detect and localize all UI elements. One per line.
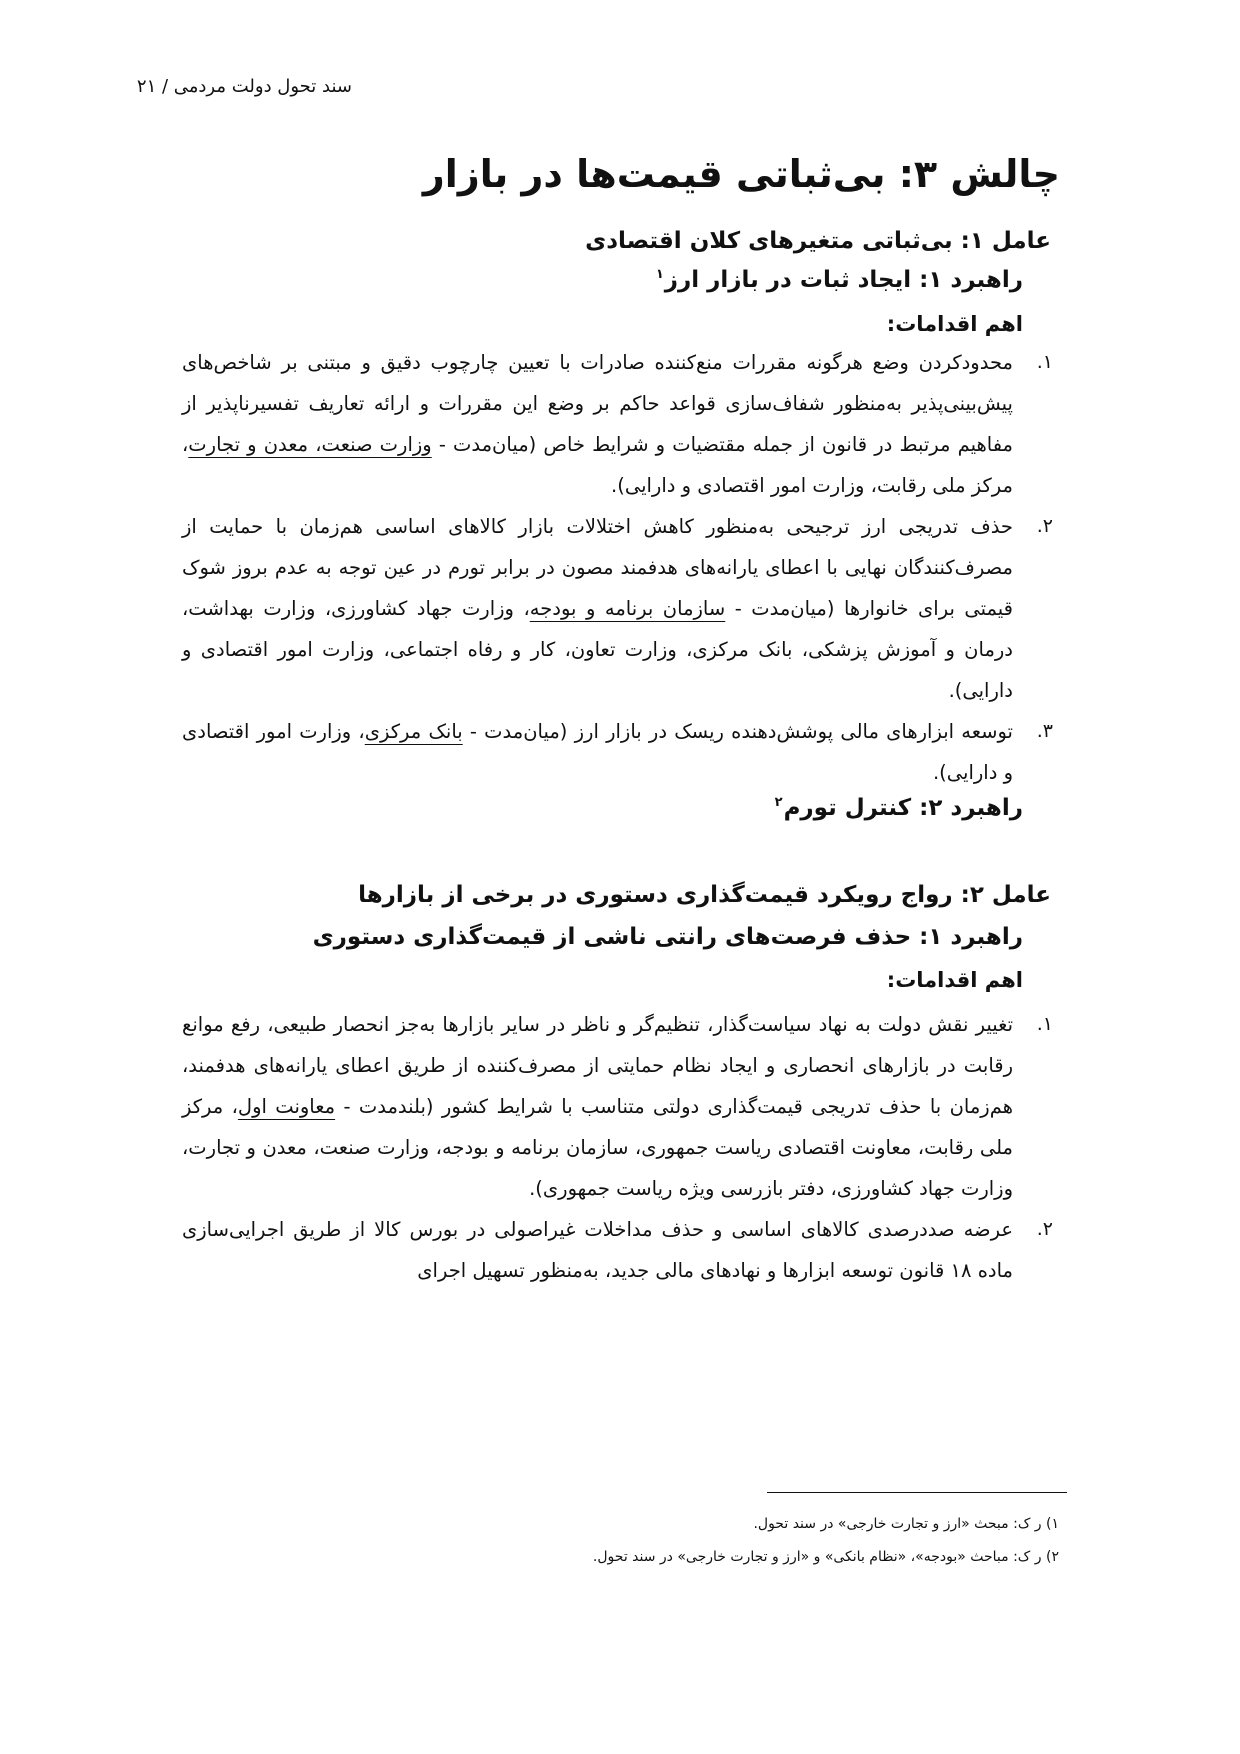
list-item: [182, 711, 1057, 793]
factor-2-heading: عامل ۲: رواج رویکرد قیمت‌گذاری دستوری در برخی از بازارها: [358, 882, 1051, 908]
item-number: ۱.: [1036, 351, 1053, 373]
item-number: ۱.: [1036, 1013, 1053, 1035]
page-title: چالش ۳: بی‌ثباتی قیمت‌ها در بازار: [422, 152, 1060, 196]
list-item: [182, 1209, 1057, 1291]
item-text: حذف تدریجی ارز ترجیحی به‌منظور کاهش اختلالات بازار کالاهای اساسی هم‌زمان با حمایت از مصرف‌کنندگان نهایی با اعطای یارانه‌های هدفمند مصون در برابر تورم در عین توجه به عدم بروز شوک قیمتی برای خانوارها (میان‌مدت -: [182, 515, 1013, 620]
item-text-rest: ، وزارت جهاد کشاورزی، وزارت بهداشت، درمان و آموزش پزشکی، بانک مرکزی، وزارت تعاون، کار و رفاه اجتماعی، وزارت امور اقتصادی و دارایی).: [182, 597, 1013, 702]
footnote-ref-1[interactable]: ۱: [655, 267, 664, 283]
factor-1-strategy-2-heading: [775, 795, 1023, 821]
item-text: توسعه ابزارهای مالی پوشش‌دهنده ریسک در بازار ارز (میان‌مدت -: [462, 720, 1013, 743]
item-number: ۳.: [1036, 720, 1053, 742]
factor-2-strategy-1-heading: راهبرد ۱: حذف فرصت‌های رانتی ناشی از قیمت‌گذاری دستوری: [312, 924, 1023, 950]
lead-agency: معاونت اول: [237, 1095, 336, 1118]
list-item: [182, 506, 1057, 711]
item-text-rest: ، مرکز ملی رقابت، وزارت امور اقتصادی و دارایی).: [182, 433, 1013, 497]
factor-1-strategy-1-heading: [656, 267, 1023, 293]
list-item: [182, 1004, 1057, 1209]
footnote-2: ۲) ر ک: مباحث «بودجه»، «نظام بانکی» و «ارز و تجارت خارجی» در سند تحول.: [592, 1549, 1059, 1565]
strategy-heading-text: راهبرد ۲: کنترل تورم: [783, 795, 1023, 821]
footnote-divider: [767, 1492, 1067, 1493]
factor-2-action-list: [182, 1004, 1057, 1291]
lead-agency: سازمان برنامه و بودجه: [529, 597, 726, 620]
lead-agency: بانک مرکزی: [364, 720, 463, 743]
item-text: محدودکردن وضع هرگونه مقررات منع‌کننده صادرات با تعیین چارچوب دقیق و مبتنی بر شاخص‌های پیش‌بینی‌پذیر به‌منظور شفاف‌سازی قواعد حاکم بر وضع این مقررات و ارائه تعاریف تفسیرناپذیر از مفاهیم مرتبط در قانون از جمله مقتضیات و شرایط خاص (میان‌مدت -: [182, 351, 1014, 456]
actions-label: اهم اقدامات:: [886, 968, 1023, 992]
list-item: [182, 342, 1057, 506]
footnote-1: ۱) ر ک: مبحث «ارز و تجارت خارجی» در سند تحول.: [753, 1516, 1059, 1532]
item-text-rest: ، وزارت امور اقتصادی و دارایی).: [182, 720, 1013, 784]
item-number: ۲.: [1036, 515, 1053, 537]
running-header: سند تحول دولت مردمی / ۲۱: [136, 76, 352, 97]
factor-1-heading: عامل ۱: بی‌ثباتی متغیرهای کلان اقتصادی: [585, 228, 1051, 254]
item-text-rest: ، مرکز ملی رقابت، معاونت اقتصادی ریاست جمهوری، سازمان برنامه و بودجه، وزارت صنعت، معدن و تجارت، وزارت جهاد کشاورزی، دفتر بازرسی ویژه ریاست جمهوری).: [182, 1095, 1013, 1200]
footnote-ref-2[interactable]: ۲: [774, 795, 783, 811]
footnotes: [593, 1508, 1059, 1574]
item-number: ۲.: [1036, 1218, 1053, 1240]
actions-label: اهم اقدامات:: [886, 312, 1023, 336]
lead-agency: وزارت صنعت، معدن و تجارت: [188, 433, 432, 456]
factor-1-action-list: [182, 342, 1057, 793]
item-text: تغییر نقش دولت به نهاد سیاست‌گذار، تنظیم‌گر و ناظر در سایر بازارها به‌جز انحصار طبیعی، رفع موانع رقابت در بازارهای انحصاری و ایجاد نظام حمایتی از مصرف‌کننده از طریق اعطای یارانه‌های هدفمند، هم‌زمان با حذف تدریجی قیمت‌گذاری دولتی متناسب با شرایط کشور (بلندمدت -: [182, 1013, 1013, 1118]
item-text: عرضه صددرصدی کالاهای اساسی و حذف مداخلات غیراصولی در بورس کالا از طریق اجرایی‌سازی ماده ۱۸ قانون توسعه ابزارها و نهادهای مالی جدید، به‌منظور تسهیل اجرای: [182, 1218, 1013, 1282]
strategy-heading-text: راهبرد ۱: ایجاد ثبات در بازار ارز: [664, 267, 1023, 293]
